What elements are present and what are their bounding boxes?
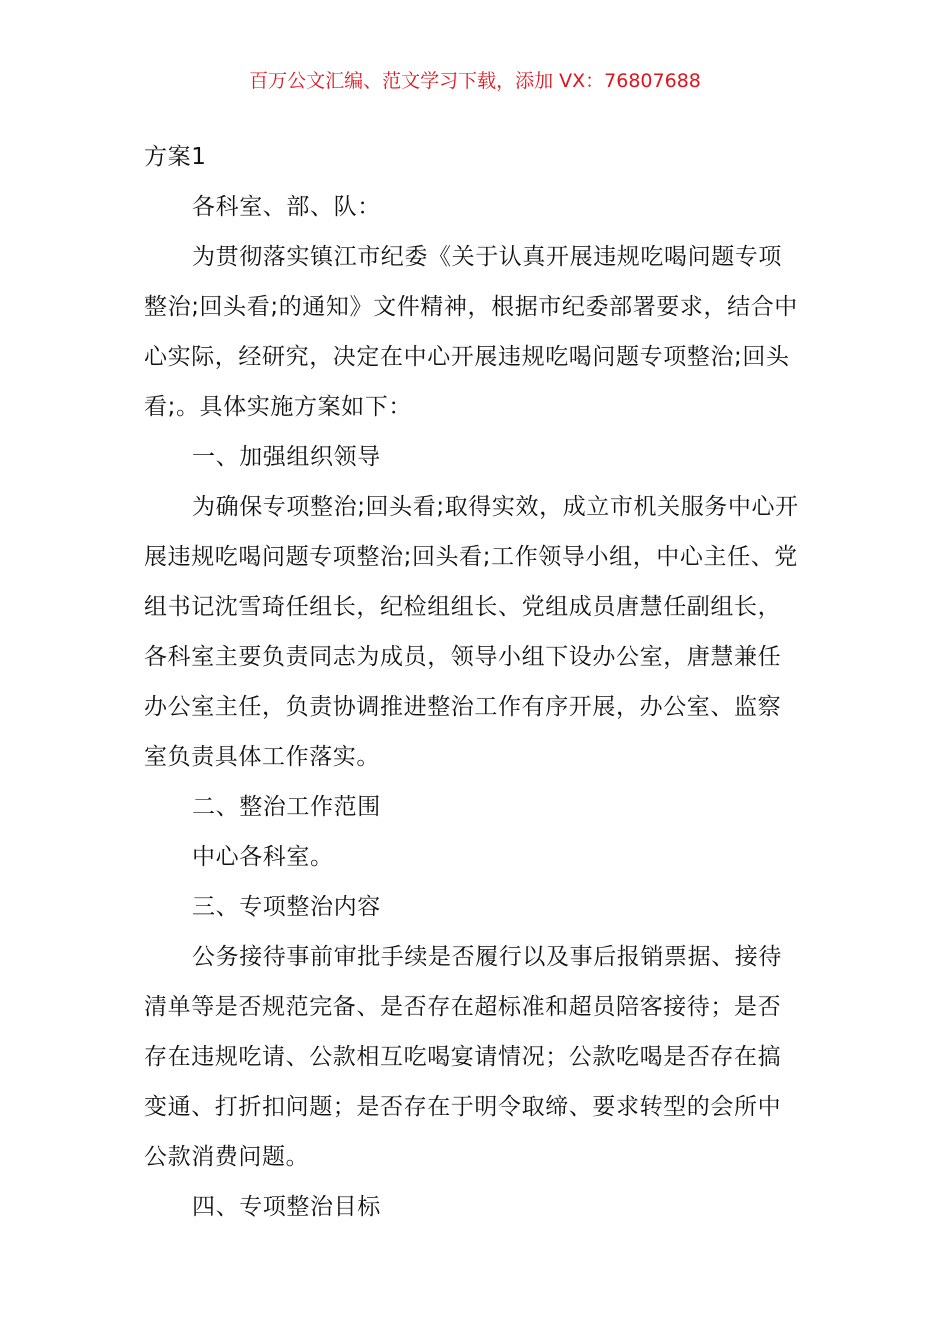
section-heading-2: 二、整治工作范围 bbox=[192, 794, 381, 820]
document-body bbox=[144, 132, 814, 1232]
paragraph-line: 公务接待事前审批手续是否履行以及事后报销票据、接待 bbox=[192, 944, 782, 970]
salutation: 各科室、部、队： bbox=[192, 194, 381, 220]
paragraph-line: 展违规吃喝问题专项整治;回头看;工作领导小组，中心主任、党 bbox=[144, 544, 798, 570]
section-heading-4: 四、专项整治目标 bbox=[192, 1194, 381, 1220]
paragraph-line: 看;。具体实施方案如下： bbox=[144, 394, 412, 420]
paragraph-line: 公款消费问题。 bbox=[144, 1144, 310, 1170]
paragraph-line: 为贯彻落实镇江市纪委《关于认真开展违规吃喝问题专项 bbox=[192, 244, 782, 270]
paragraph-line: 变通、打折扣问题；是否存在于明令取缔、要求转型的会所中 bbox=[144, 1094, 782, 1120]
document-title: 方案1 bbox=[144, 144, 207, 170]
paragraph-line: 整治;回头看;的通知》文件精神，根据市纪委部署要求，结合中 bbox=[144, 294, 798, 320]
paragraph-line: 存在违规吃请、公款相互吃喝宴请情况；公款吃喝是否存在搞 bbox=[144, 1044, 782, 1070]
paragraph-line: 清单等是否规范完备、是否存在超标准和超员陪客接待；是否 bbox=[144, 994, 782, 1020]
section-3-paragraph bbox=[144, 932, 814, 1182]
section-heading-3: 三、专项整治内容 bbox=[192, 894, 381, 920]
paragraph-line: 办公室主任，负责协调推进整治工作有序开展，办公室、监察 bbox=[144, 694, 782, 720]
paragraph-line: 中心各科室。 bbox=[192, 844, 334, 870]
paragraph-line: 组书记沈雪琦任组长，纪检组组长、党组成员唐慧任副组长， bbox=[144, 594, 782, 620]
paragraph-line: 各科室主要负责同志为成员，领导小组下设办公室，唐慧兼任 bbox=[144, 644, 782, 670]
section-1-paragraph bbox=[144, 482, 814, 782]
paragraph-line: 心实际，经研究，决定在中心开展违规吃喝问题专项整治;回头 bbox=[144, 344, 790, 370]
promo-banner: 百万公文汇编、范文学习下载，添加 VX：76807688 bbox=[249, 70, 701, 92]
section-2-paragraph bbox=[144, 832, 814, 882]
intro-paragraph bbox=[144, 232, 814, 432]
section-heading-1: 一、加强组织领导 bbox=[192, 444, 381, 470]
paragraph-line: 为确保专项整治;回头看;取得实效，成立市机关服务中心开 bbox=[192, 494, 799, 520]
paragraph-line: 室负责具体工作落实。 bbox=[144, 744, 380, 770]
